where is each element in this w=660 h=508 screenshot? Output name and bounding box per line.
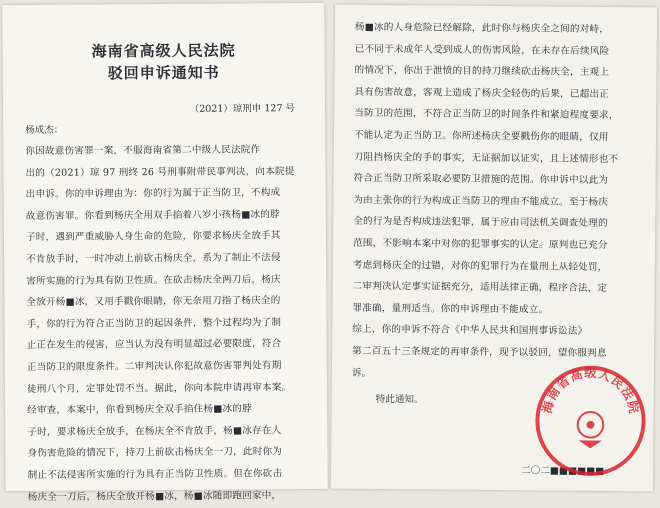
body-line: 已不同于未成年人受到成人的伤害风险，在未存在后续风险	[354, 43, 610, 57]
body-line: 具有伤害故意，客观上造成了杨庆全轻伤的后果，已超出正	[354, 86, 610, 100]
body-line: 故意伤害罪。你看到杨庆全用双手掐着八岁小孩杨■冰的脖	[25, 208, 280, 222]
left-body-text	[25, 139, 310, 508]
document-title: 驳回申诉通知书	[107, 63, 220, 83]
svg-text:海南省高级人民法院	[539, 365, 643, 416]
body-line: 第二百五十三条规定的再审条件，现予以驳回，望你服判息	[352, 345, 607, 359]
body-line: 手，你的行为符合正当防卫的起因条件，整个过程均为了制	[26, 316, 282, 330]
right-body-text	[352, 17, 639, 387]
body-line: 害所实施的行为具有防卫性质。在砍击杨庆全两刀后，杨庆	[26, 273, 281, 287]
document-number: （2021）琼刑申 127 号	[189, 103, 296, 115]
body-line: 你因故意伤害罪一案，不服海南省第二中级人民法院作	[25, 144, 261, 157]
body-line: 杨庆全一刀后，杨庆全放开杨■冰，杨■冰随即跑回家中，	[27, 489, 282, 503]
body-line: 范围，不影响本案中对你的犯罪事实的认定。原判也已充分	[352, 237, 608, 251]
body-line: 身伤害危险的情况下，持刀上前砍击杨庆全一刀，此时你为	[27, 446, 283, 460]
signature-date: 二〇二■■■■■■	[521, 465, 605, 477]
salutation: 杨成杰：	[25, 124, 64, 136]
body-line: 出申诉。你的申诉理由为：你的行为属于正当防卫，不构成	[25, 187, 281, 201]
body-line: 当防卫的范围，不符合正当防卫的时间条件和紧迫程度要求，	[354, 108, 619, 122]
body-line: 考虑到杨庆全的过错，对你的犯罪行为在量刑上从轻处罚，	[352, 259, 608, 273]
body-line: 出的（2021）琼 97 刑终 26 号刑事附带民事判决，向本院提	[25, 165, 295, 179]
body-line: 制止不法侵害所实施的行为具有正当防卫性质。但在你砍击	[27, 468, 283, 481]
body-line: 为由主张你的行为构成正当防卫的理由不能成立。至于杨庆	[353, 194, 609, 208]
body-line: 全放开杨■冰，又用手戳你眼睛，你无奈用刀指了杨庆全的	[26, 295, 281, 309]
closing-line: 特此通知。	[375, 393, 424, 406]
body-line: 徒刑八个月，定罪处罚不当。据此，你向本院申请再审本案。	[26, 381, 292, 395]
body-line: 的情况下，你出于泄愤的目的持刀继续砍击杨庆全，主观上	[354, 64, 610, 79]
court-seal-stamp	[531, 361, 650, 480]
body-line: 刀阻挡杨庆全的手的事实，无证据加以证实，且上述情形也不	[353, 151, 619, 165]
body-line: 符合正当防卫所采取必要防卫措施的范围。你申诉中以此为	[353, 172, 609, 187]
body-line: 全的行为是否构成违法犯罪，属于应由司法机关调查处理的	[353, 216, 608, 230]
body-line: 二审判决认定事实证据充分，适用法律正确，程序合法，定	[352, 280, 608, 295]
body-line: 不肯放手时，一时冲动上前砍击杨庆全，系为了制止不法侵	[26, 252, 281, 265]
body-line: 止正在发生的侵害，应当认为没有明显超过必要限度，符合	[26, 338, 282, 352]
body-line: 罪准确，量刑适当。你的申诉理由不能成立。	[352, 302, 549, 316]
body-line: 子时，要求杨庆全放手，在杨庆全不肯放手，杨■冰存在人	[27, 424, 282, 438]
body-line: 正当防卫的限度条件。二审判决认你犯故意伤害罪判处有期	[26, 360, 282, 373]
body-line: 综上，你的申诉不符合《中华人民共和国刑事诉讼法》	[352, 324, 588, 338]
body-line: 经审查，本案中，你看到杨庆全双手掐住杨■冰的脖	[27, 403, 252, 417]
body-line: 杨■冰的人身危险已经解除，此时你与杨庆全之间的对峙，	[354, 21, 610, 35]
notice-page-left	[2, 3, 327, 503]
court-name-heading: 海南省高级人民法院	[91, 41, 236, 61]
body-line: 不能认定为正当防卫。你所述杨庆全要戳伤你的眼睛，仅用	[353, 129, 609, 143]
notice-page-right	[331, 5, 657, 492]
body-line: 诉。	[351, 367, 372, 379]
body-line: 子时，遇到严重威胁人身生命的危险，你要求杨庆全放手其	[25, 230, 281, 244]
seal-text: 海南省高级人民法院	[539, 366, 642, 416]
